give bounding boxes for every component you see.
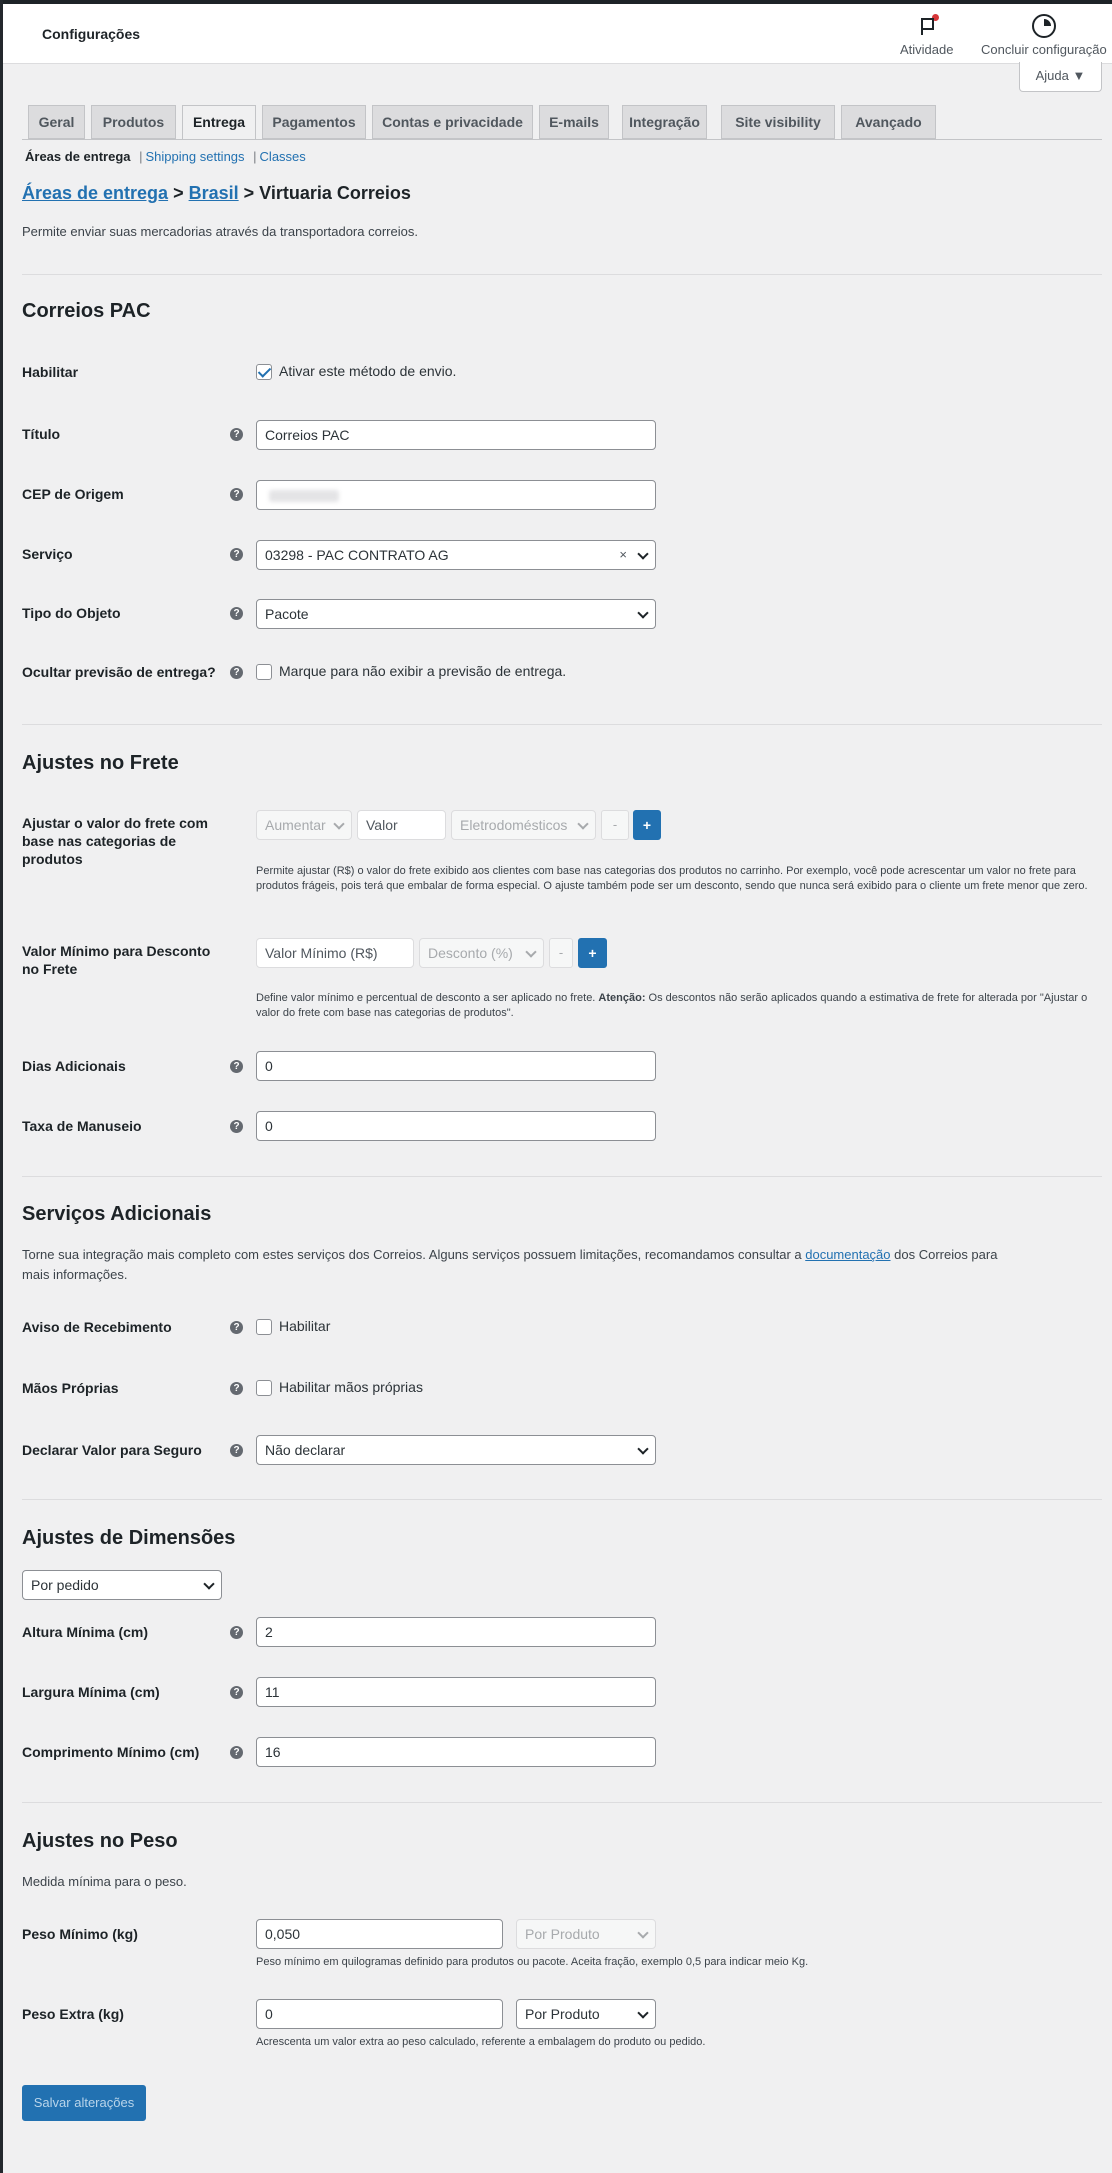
tab-emails[interactable]: E-mails	[539, 105, 609, 139]
service-label: Serviço	[22, 546, 73, 562]
min-height-label: Altura Mínima (cm)	[22, 1624, 149, 1640]
ar-label: Aviso de Recebimento	[22, 1319, 172, 1335]
page-header	[3, 4, 1112, 64]
help-icon: ?	[230, 1120, 243, 1133]
min-discount-label: Valor Mínimo para Desconto no Frete	[22, 943, 211, 977]
help-icon: ?	[230, 607, 243, 620]
help-icon: ?	[230, 666, 243, 679]
tab-site-visibility[interactable]: Site visibility	[721, 105, 835, 139]
handling-fee-label: Taxa de Manuseio	[22, 1118, 142, 1134]
divider	[22, 1499, 1102, 1500]
enable-checkbox[interactable]	[256, 364, 272, 380]
adjust-value-input[interactable]: Valor	[357, 810, 446, 840]
section-title-additional: Serviços Adicionais	[22, 1203, 212, 1225]
declare-value-select[interactable]: Não declarar	[256, 1435, 656, 1465]
add-adjust-button[interactable]: +	[633, 810, 661, 840]
min-value-input[interactable]: Valor Mínimo (R$)	[256, 938, 414, 968]
own-hands-label: Mãos Próprias	[22, 1380, 119, 1396]
category-adjust-label: Ajustar o valor do frete com base nas categorias de produtos	[22, 815, 208, 867]
title-input[interactable]: Correios PAC	[256, 420, 656, 450]
min-width-input[interactable]: 11	[256, 1677, 656, 1707]
breadcrumb-country-link[interactable]: Brasil	[188, 183, 239, 203]
min-height-input[interactable]: 2	[256, 1617, 656, 1647]
category-adjust-note: Permite ajustar (R$) o valor do frete exibido aos clientes com base nas categorias dos produtos no carrinho. Por exemplo, você pode acrescentar um valor no frete para produtos frágeis, pois terá que embalar de forma especial. O ajuste também pode ser um desconto, sendo que nunca será exibido para o cliente um frete menor que zero.	[256, 865, 1088, 892]
ar-checkbox[interactable]	[256, 1319, 272, 1335]
help-icon: ?	[230, 1382, 243, 1395]
remove-discount-button[interactable]: -	[549, 938, 573, 968]
chevron-down-icon	[637, 1443, 648, 1454]
chevron-down-icon	[637, 548, 648, 559]
method-description: Permite enviar suas mercadorias através da transportadora correios.	[22, 224, 418, 239]
min-weight-input[interactable]: 0,050	[256, 1919, 503, 1949]
redacted-value	[269, 490, 339, 502]
ar-checkbox-label: Habilitar	[279, 1318, 331, 1334]
min-weight-label: Peso Mínimo (kg)	[22, 1926, 138, 1942]
tab-divider	[22, 139, 1102, 140]
tab-integracao[interactable]: Integração	[622, 105, 707, 139]
chevron-down-icon	[637, 1927, 648, 1938]
min-discount-note: Define valor mínimo e percentual de desconto a ser aplicado no frete. Atenção: Os descontos não serão aplicados quando a estimativa de frete for alterada por "Ajustar o valor do frete com base nas categorias de produtos".	[256, 992, 1088, 1019]
remove-adjust-button[interactable]: -	[601, 810, 629, 840]
divider	[22, 1802, 1102, 1803]
admin-sidebar-edge	[0, 0, 3, 2173]
sub-navigation: Áreas de entrega | Shipping settings | Classes	[25, 149, 306, 164]
min-weight-note: Peso mínimo em quilogramas definido para produtos ou pacote. Aceita fração, exemplo 0,5 para indicar meio Kg.	[256, 1956, 809, 1968]
finish-setup-label: Concluir configuração	[981, 42, 1107, 57]
hide-forecast-checkbox[interactable]	[256, 664, 272, 680]
help-icon: ?	[230, 548, 243, 561]
finish-setup-button[interactable]	[981, 14, 1107, 57]
help-button[interactable]: Ajuda ▼	[1019, 62, 1102, 92]
extra-days-label: Dias Adicionais	[22, 1058, 126, 1074]
help-icon: ?	[230, 428, 243, 441]
handling-fee-input[interactable]: 0	[256, 1111, 656, 1141]
help-icon: ?	[230, 1686, 243, 1699]
breadcrumb: Áreas de entrega > Brasil > Virtuaria Correios	[22, 183, 411, 203]
min-length-input[interactable]: 16	[256, 1737, 656, 1767]
progress-circle-icon	[1032, 14, 1056, 38]
title-label: Título	[22, 426, 61, 442]
extra-weight-mode-select[interactable]: Por Produto	[516, 1999, 656, 2029]
min-length-label: Comprimento Mínimo (cm)	[22, 1744, 200, 1760]
discount-select[interactable]: Desconto (%)	[419, 938, 544, 968]
cep-label: CEP de Origem	[22, 486, 124, 502]
service-select[interactable]: 03298 - PAC CONTRATO AG ×	[256, 540, 656, 570]
subnav-shipping-settings[interactable]: Shipping settings	[145, 149, 245, 164]
chevron-down-icon	[637, 2007, 648, 2018]
help-icon: ?	[230, 1626, 243, 1639]
subnav-classes[interactable]: Classes	[259, 149, 306, 164]
help-icon: ?	[230, 488, 243, 501]
extra-days-input[interactable]: 0	[256, 1051, 656, 1081]
additional-description: Torne sua integração mais completo com estes serviços dos Correios. Alguns serviços possuem limitações, recomandamos consultar a documentação dos Correios para mais informações.	[22, 1247, 998, 1282]
help-icon: ?	[230, 1746, 243, 1759]
page-title: Configurações	[42, 26, 141, 42]
extra-weight-note: Acrescenta um valor extra ao peso calculado, referente a embalagem do produto ou pedido.	[256, 2036, 706, 2048]
clear-icon[interactable]: ×	[619, 547, 627, 562]
hide-forecast-checkbox-label: Marque para não exibir a previsão de entrega.	[279, 663, 567, 679]
object-type-select[interactable]: Pacote	[256, 599, 656, 629]
own-hands-checkbox[interactable]	[256, 1380, 272, 1396]
extra-weight-label: Peso Extra (kg)	[22, 2006, 124, 2022]
divider	[22, 724, 1102, 725]
chevron-down-icon	[577, 818, 588, 829]
breadcrumb-current: Virtuaria Correios	[259, 183, 411, 203]
adjust-type-select[interactable]: Aumentar	[256, 810, 352, 840]
activity-button[interactable]	[900, 14, 953, 57]
section-title-freight: Ajustes no Frete	[22, 752, 179, 774]
min-width-label: Largura Mínima (cm)	[22, 1684, 160, 1700]
dimension-mode-select[interactable]: Por pedido	[22, 1570, 222, 1600]
cep-input[interactable]	[256, 480, 656, 510]
hide-forecast-label: Ocultar previsão de entrega?	[22, 664, 216, 680]
tab-pagamentos[interactable]: Pagamentos	[262, 105, 366, 139]
activity-label: Atividade	[900, 42, 954, 57]
section-title-correios-pac: Correios PAC	[22, 300, 151, 322]
tab-produtos[interactable]: Produtos	[91, 105, 176, 139]
section-title-weight: Ajustes no Peso	[22, 1830, 178, 1852]
breadcrumb-zones-link[interactable]: Áreas de entrega	[22, 183, 169, 203]
chevron-down-icon	[525, 946, 536, 957]
declare-value-label: Declarar Valor para Seguro	[22, 1442, 202, 1458]
flag-icon	[915, 14, 939, 38]
help-icon: ?	[230, 1444, 243, 1457]
enable-label: Habilitar	[22, 364, 79, 380]
chevron-down-icon	[203, 1578, 214, 1589]
weight-description: Medida mínima para o peso.	[22, 1874, 187, 1889]
own-hands-checkbox-label: Habilitar mãos próprias	[279, 1379, 423, 1395]
object-type-label: Tipo do Objeto	[22, 605, 121, 621]
enable-checkbox-label: Ativar este método de envio.	[279, 363, 457, 379]
help-icon: ?	[230, 1321, 243, 1334]
chevron-down-icon	[333, 818, 344, 829]
tab-geral[interactable]: Geral	[28, 105, 85, 139]
divider	[22, 1176, 1102, 1177]
section-title-dimensions: Ajustes de Dimensões	[22, 1527, 236, 1549]
documentation-link[interactable]: documentação	[805, 1247, 891, 1262]
save-button[interactable]: Salvar alterações	[22, 2085, 146, 2121]
chevron-down-icon	[637, 607, 648, 618]
subnav-zones: Áreas de entrega	[25, 149, 131, 164]
add-discount-button[interactable]: +	[578, 938, 607, 968]
tab-contas-privacidade[interactable]: Contas e privacidade	[372, 105, 533, 139]
extra-weight-input[interactable]: 0	[256, 1999, 503, 2029]
tab-entrega[interactable]: Entrega	[182, 105, 256, 140]
tab-avancado[interactable]: Avançado	[841, 105, 936, 139]
min-weight-mode-select[interactable]: Por Produto	[516, 1919, 656, 1949]
divider	[22, 274, 1102, 275]
category-select[interactable]: Eletrodomésticos	[451, 810, 596, 840]
help-icon: ?	[230, 1060, 243, 1073]
